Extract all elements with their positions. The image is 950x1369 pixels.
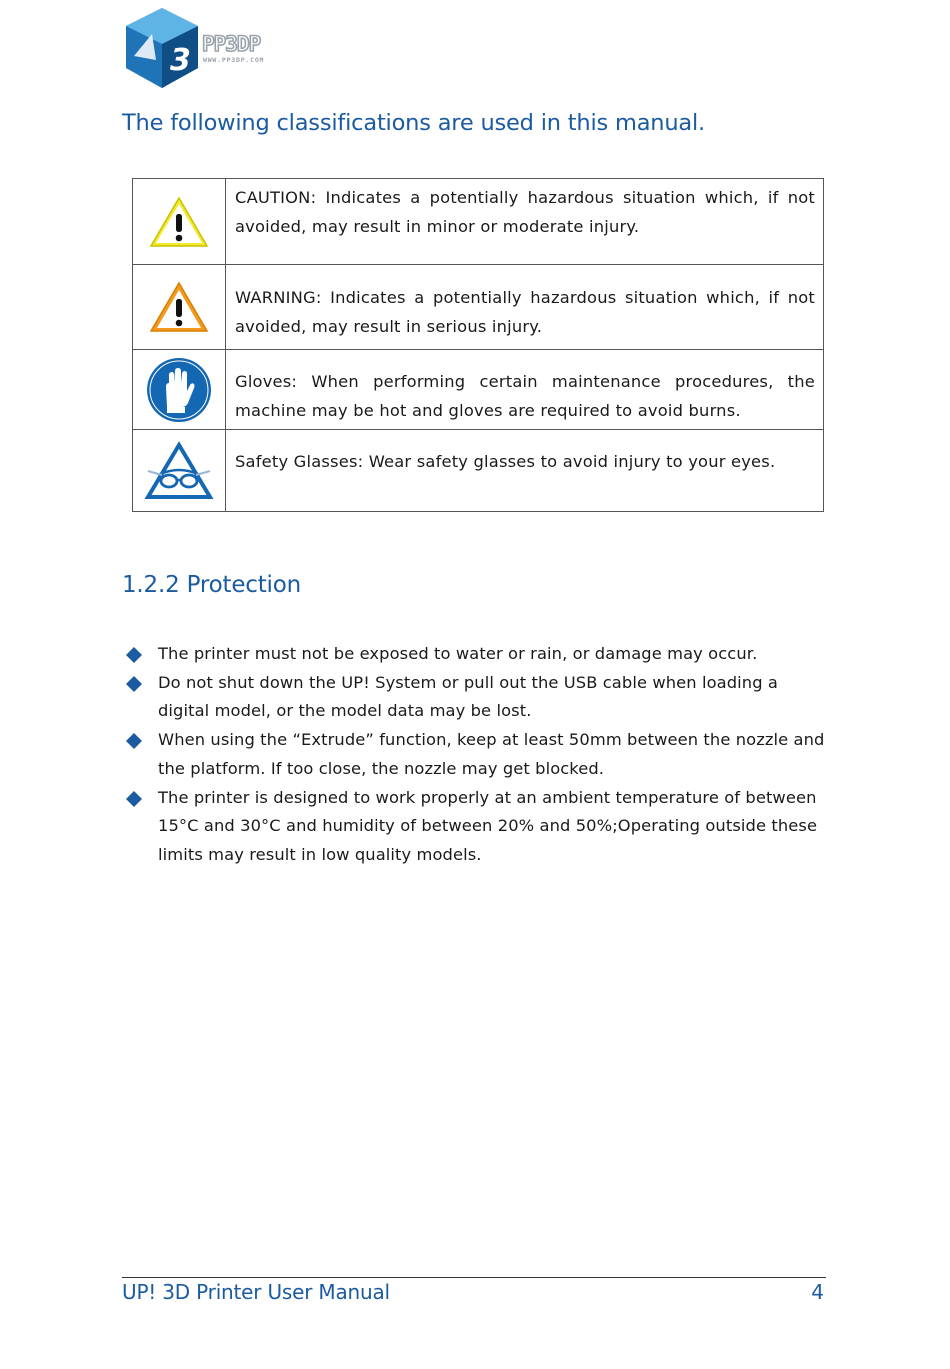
icon-cell (133, 350, 226, 430)
classifications-heading: The following classifications are used in this manual. (122, 110, 706, 136)
section-title: 1.2.2 Protection (122, 572, 301, 598)
safety-glasses-description: Safety Glasses: Wear safety glasses to avoid injury to your eyes. (226, 430, 824, 512)
classifications-table (132, 178, 824, 512)
diamond-bullet-icon (126, 791, 142, 807)
icon-cell (133, 179, 226, 265)
table-row (133, 350, 824, 430)
gloves-icon (144, 357, 214, 423)
table-row (133, 430, 824, 512)
caution-icon (147, 194, 211, 250)
logo-brand-text: PP3DP (202, 32, 261, 56)
list-item (122, 784, 826, 870)
icon-cell (133, 430, 226, 512)
list-item (122, 669, 826, 726)
list-item-text: Do not shut down the UP! System or pull out the USB cable when loading a digital model, or the model data may be lost. (158, 672, 779, 721)
gloves-description: Gloves: When performing certain maintenance procedures, the machine may be hot and gloves are required to avoid burns. (226, 350, 824, 430)
caution-description: CAUTION: Indicates a potentially hazardous situation which, if not avoided, may result in minor or moderate injury. (226, 179, 824, 265)
logo-url-text: WWW.PP3DP.COM (203, 56, 265, 64)
list-item-text: The printer is designed to work properly at an ambient temperature of between 15°C and 30°C and humidity of between 20% and 50%;Operating outside these limits may result in low quality models. (158, 787, 818, 864)
list-item (122, 640, 826, 669)
list-item-text: The printer must not be exposed to water or rain, or damage may occur. (158, 644, 758, 663)
footer-divider (122, 1277, 826, 1278)
diamond-bullet-icon (126, 676, 142, 692)
diamond-bullet-icon (126, 733, 142, 749)
warning-icon (147, 279, 211, 335)
diamond-bullet-icon (126, 647, 142, 663)
pp3dp-logo (122, 4, 312, 90)
table-row (133, 265, 824, 350)
svg-text:3: 3 (170, 43, 191, 78)
list-item (122, 726, 826, 783)
footer-title: UP! 3D Printer User Manual (122, 1280, 390, 1304)
protection-list (122, 640, 826, 870)
safety-glasses-icon (144, 441, 214, 501)
table-row (133, 179, 824, 265)
warning-description: WARNING: Indicates a potentially hazardous situation which, if not avoided, may result in serious injury. (226, 265, 824, 350)
icon-cell (133, 265, 226, 350)
page-number: 4 (811, 1280, 824, 1304)
list-item-text: When using the “Extrude” function, keep at least 50mm between the nozzle and the platform. If too close, the nozzle may get blocked. (158, 730, 825, 778)
logo-cube-icon (122, 4, 312, 90)
